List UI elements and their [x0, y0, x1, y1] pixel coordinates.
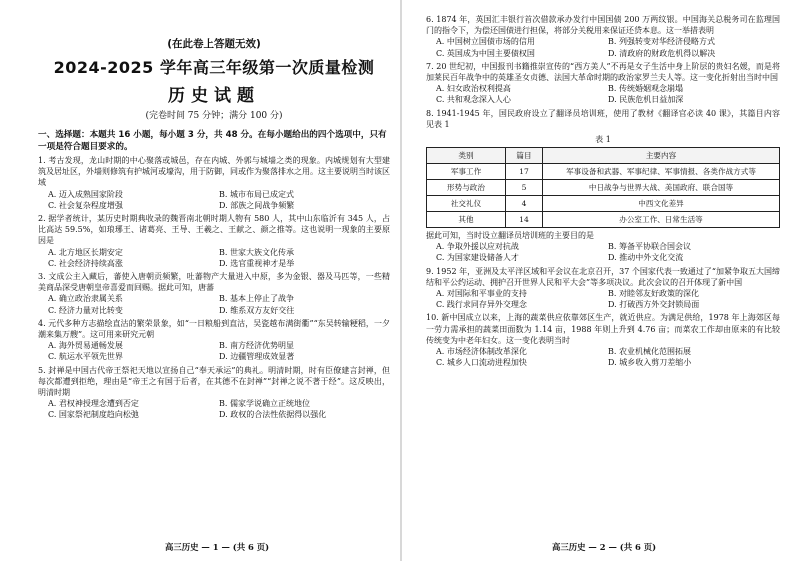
answer-options	[426, 83, 780, 105]
answer-option: D. 维系双方友好交往	[219, 305, 295, 315]
answer-option: B. 农业机械化范围拓展	[608, 347, 691, 357]
answer-option: D. 部族之间战争频繁	[219, 200, 295, 210]
answer-option: B. 筹备平协联合国会议	[608, 242, 691, 252]
answer-option: B. 城市布局已成定式	[219, 189, 294, 199]
answer-option: B. 儒家学说确立正统地位	[219, 399, 310, 409]
answer-option: D. 清政府的财政危机得以解决	[608, 48, 716, 58]
table-cell: 军事设备和武器、军事纪律、军事情报、各类作战方式等	[543, 164, 780, 180]
answer-options	[426, 288, 780, 310]
answer-option: B. 南方经济优势明显	[219, 341, 294, 351]
question-stem: 10. 新中国成立以来，上海的蔬菜供应依靠郊区生产，就近供应。为满足供给，1978 年上海郊区每一劳力需承担的蔬菜田面数为 1.14 亩，1988 年则上升到 4.76 亩；而菜农工作却由原来的有比较传统变为中老年妇女。这一变化表明当时	[426, 313, 780, 345]
table-header-cell: 主要内容	[543, 148, 780, 164]
table-cell: 5	[506, 180, 543, 196]
answer-option: B. 基本上停止了战争	[219, 294, 294, 304]
table-title: 表 1	[595, 135, 611, 145]
answer-option: C. 社会复杂程度增强	[48, 200, 123, 210]
table-cell: 中日战争与世界大战、美国政府、联合国等	[543, 180, 780, 196]
right-question-list-b	[426, 230, 780, 368]
answer-option: A. 君权神授理念遭到否定	[48, 399, 139, 409]
question-stem: 7. 20 世纪初，中国报刊书籍推崇宣传的“西方美人”不再是女子生活中身上阶层的贵妇名媛，而是将加莱民百年战争中的英雄圣女贞德、法国大革命时期的政治家罗兰夫人等。这一变化折射出当时中国	[426, 61, 780, 83]
table-cell: 其他	[427, 212, 506, 228]
subject-title: 历史试题	[168, 86, 260, 106]
table-cell: 办公室工作、日常生活等	[543, 212, 780, 228]
page-divider	[400, 0, 402, 561]
answer-option: C. 航运水平领先世界	[48, 352, 123, 362]
answer-option: A. 北方地区长期安定	[48, 247, 123, 257]
table-header-cell: 篇目	[506, 148, 543, 164]
answer-options	[38, 247, 390, 269]
question-stem: 9. 1952 年，亚洲及太平洋区域和平会议在北京召开，37 个国家代表一致通过了“加紧争取五大国缔结和平公约运动、拥护召开世界人民和平大会”等多项决议。此次会议的召开体现了新中国	[426, 266, 780, 287]
answer-option: D. 选官重视神才是举	[219, 258, 295, 268]
answer-option: A. 海外贸易通畅发展	[48, 341, 123, 351]
table-cell: 中西文化差异	[543, 196, 780, 212]
answer-option: A. 迈入成熟国家阶段	[48, 189, 123, 199]
table-cell: 17	[506, 164, 543, 180]
content-table	[426, 147, 780, 228]
table-cell: 社交礼仪	[427, 196, 506, 212]
table-row	[427, 196, 780, 212]
answer-option: A. 争取外援以应对抗战	[436, 242, 519, 252]
question-stem: 4. 元代多种方志描绘直沽的繁荣景象，如“一日粮船到直沽，吴瓷越布满街衢”“东吴转输粳稻，一夕潮来集万艘”。这可用来研究元朝	[38, 318, 390, 340]
answer-option: C. 共和观念深入人心	[436, 95, 511, 105]
answer-option: D. 边疆管理成效显著	[219, 352, 295, 362]
table-cell: 4	[506, 196, 543, 212]
answer-option: A. 对国际和平事业的支持	[436, 289, 527, 299]
answer-options	[38, 189, 390, 211]
answer-option: A. 市场经济体制改革深化	[436, 347, 527, 357]
answer-options	[426, 241, 780, 263]
page-footer-right: 高三历史 — 2 — (共 6 页)	[552, 542, 657, 552]
section-heading: 一、选择题：本题共 16 小题，每小题 3 分，共 48 分。在每小题给出的四个选项中，只有一项是符合题目要求的。	[38, 130, 387, 152]
table-header-cell: 类别	[427, 148, 506, 164]
answer-option: D. 民族危机日益加深	[608, 95, 684, 105]
answer-option: B. 列强转变对华经济侵略方式	[608, 37, 715, 47]
exam-title: 2024-2025 学年高三年级第一次质量检测	[53, 58, 375, 77]
question-stem: 2. 据学者统计，某历史时期典收录的魏晋南北朝时期人物有 580 人，其中山东临沂有 345 人，占比高达 59.5%，如琅琊王、诸葛亮、王导、王羲之、王献之、颜之推等。这也说明一现象的主要原因是	[38, 214, 390, 246]
table-cell: 形势与政治	[427, 180, 506, 196]
answer-options	[426, 36, 780, 58]
left-question-list	[38, 155, 390, 421]
answer-options	[38, 293, 390, 315]
answer-option: D. 政权的合法性依据得以强化	[219, 410, 327, 420]
answer-option: C. 经济力量对比转变	[48, 305, 123, 315]
table-row	[427, 180, 780, 196]
answer-option: C. 英国成为中国主要债权国	[436, 48, 535, 58]
table-cell: 军事工作	[427, 164, 506, 180]
page-footer-left: 高三历史 — 1 — (共 6 页)	[165, 542, 270, 552]
answer-option: C. 践行求同存异外交理念	[436, 300, 527, 310]
question-stem: 据此可知，当时设立翻译员培训班的主要目的是	[426, 231, 594, 241]
question-stem: 1. 考古发现，龙山时期的中心聚落或城邑，存在内城、外郭与城墙之类的现象。内城规划有大型建筑及居址区，外墙则修筑有护城河或壕沟，用于防御，同或作为聚落排水之用。这主要说明当时该区域	[38, 156, 390, 188]
exam-timing: (完卷时间 75 分钟；满分 100 分)	[145, 111, 283, 121]
answer-option: C. 城乡人口流动进程加快	[436, 358, 527, 368]
answer-option: A. 确立政治隶属关系	[48, 294, 123, 304]
answer-option: D. 推动中外文化交流	[608, 253, 684, 263]
table-row	[427, 212, 780, 228]
answer-option: C. 为国家建设储备人才	[436, 253, 519, 263]
answer-option: C. 国家祭祀制度趋向松弛	[48, 410, 139, 420]
answer-option: A. 中国树立国债市场的信用	[436, 37, 535, 47]
right-question-list-a	[426, 14, 780, 130]
question-stem: 3. 文成公主入藏后，蕃使入唐朝贡频繁，吐蕃物产大量进入中原，多为金银、器及马匹等，一些精美商品深受唐朝皇帝喜爱而回赐。据此可知，唐蕃	[38, 272, 390, 293]
answer-option: B. 对睦邻友好政策的深化	[608, 289, 699, 299]
answer-option: B. 世家大族文化传承	[219, 247, 294, 257]
answer-options	[38, 340, 390, 362]
answer-options	[38, 398, 390, 420]
right-exam-page	[404, 0, 794, 561]
table-row	[427, 164, 780, 180]
question-stem: 6. 1874 年，英国汇丰银行首次借款承办发行中国国债 200 万两纹银。中国海关总税务司在监理国门的指令下，为偿还国债进行担保，将部分关税用来保证还贷本息。这一举措表明	[426, 15, 780, 36]
answer-option: B. 传统婚姻观念崩塌	[608, 84, 683, 94]
answer-option: A. 妇女政治权利提高	[436, 84, 511, 94]
question-stem: 8. 1941-1945 年，国民政府设立了翻译员培训班，使用了教材《翻译官必读 40 课》，其篇目内容见表 1	[426, 108, 780, 129]
question-stem: 5. 封禅是中国古代帝王祭祀天地以宣扬自己“奉天承运”的典礼。明清时期，时有臣僚建言封禅，但每次都遭到拒绝，理由是“帝王之有国于后者，在其德不在封禅”“封禅之说不著于经”。这反映出，明清时期	[38, 365, 390, 398]
invalid-answer-notice: (在此卷上答题无效)	[167, 38, 261, 50]
answer-option: D. 城乡收入剪刀差缩小	[608, 358, 692, 368]
answer-option: C. 社会经济持续高涨	[48, 258, 123, 268]
table-header-row	[427, 148, 780, 164]
table-cell: 14	[506, 212, 543, 228]
answer-options	[426, 346, 780, 368]
answer-option: D. 打破西方外交封锁局面	[608, 300, 700, 310]
